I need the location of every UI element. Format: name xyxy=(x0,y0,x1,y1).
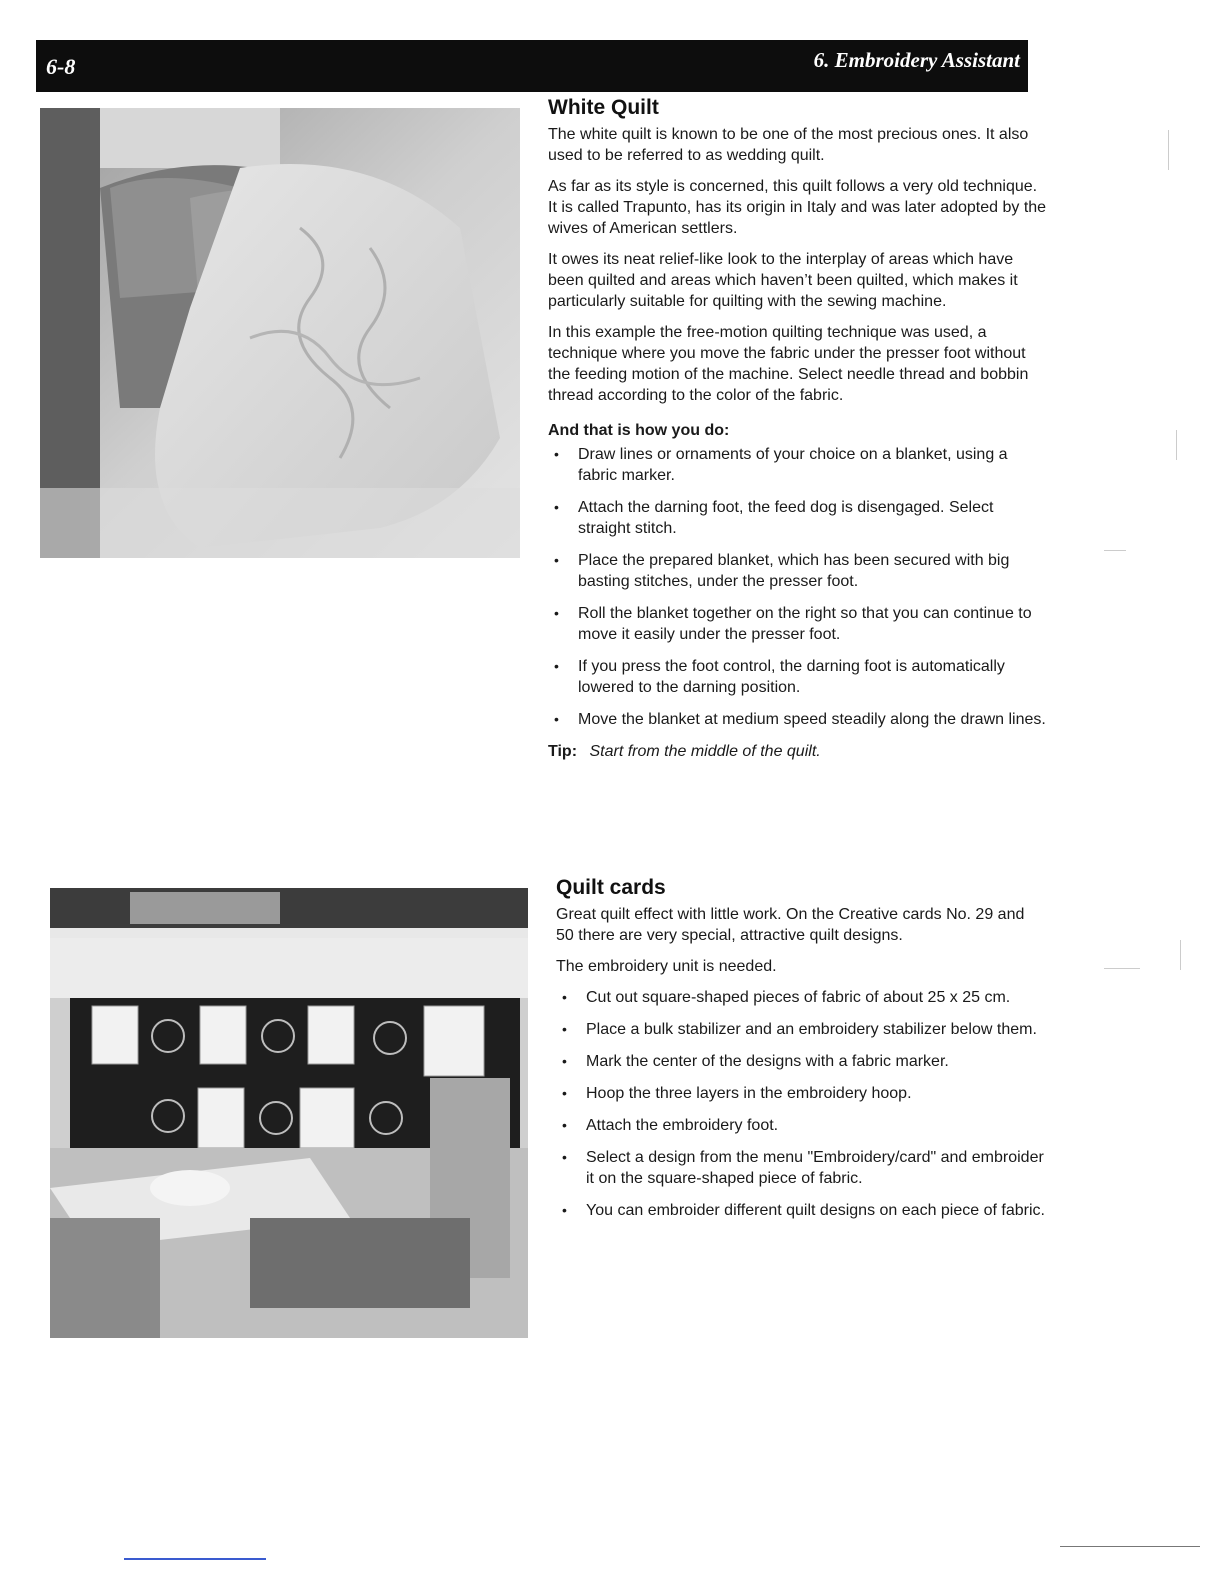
step-item: • If you press the foot control, the darning foot is automatically lowered to the darning position. xyxy=(548,656,1048,698)
step-item: • Hoop the three layers in the embroidery hoop. xyxy=(556,1083,1046,1104)
chapter-title: 6. Embroidery Assistant xyxy=(813,48,1020,72)
white-quilt-section xyxy=(548,96,1048,762)
white-quilt-paragraph: In this example the free-motion quilting technique was used, a technique where you move the fabric under the presser foot without the feeding motion of the machine. Select needle thread and bobbin thread according to the color of the fabric. xyxy=(548,324,1029,404)
white-quilt-steps xyxy=(548,444,1048,730)
step-item: • Move the blanket at medium speed steadily along the drawn lines. xyxy=(548,709,1048,730)
scan-mark xyxy=(1104,550,1126,551)
step-item: • Mark the center of the designs with a fabric marker. xyxy=(556,1051,1046,1072)
page-number: 6-8 xyxy=(46,54,76,79)
step-item: • Select a design from the menu "Embroidery/card" and embroider it on the square-shaped piece of fabric. xyxy=(556,1147,1046,1189)
step-item: • You can embroider different quilt designs on each piece of fabric. xyxy=(556,1200,1046,1221)
quilt-cards-paragraph: The embroidery unit is needed. xyxy=(556,958,777,975)
white-quilt-title: White Quilt xyxy=(548,96,659,119)
tip-text: Start from the middle of the quilt. xyxy=(589,743,821,760)
scan-mark xyxy=(1168,130,1169,170)
step-item: • Cut out square-shaped pieces of fabric of about 25 x 25 cm. xyxy=(556,987,1046,1008)
howto-heading: And that is how you do: xyxy=(548,422,730,439)
tip-label: Tip: xyxy=(548,743,578,760)
step-item: • Roll the blanket together on the right so that you can continue to move it easily under the presser foot. xyxy=(548,603,1048,645)
step-item: • Attach the embroidery foot. xyxy=(556,1115,1046,1136)
quilt-cards-paragraph: Great quilt effect with little work. On the Creative cards No. 29 and 50 there are very special, attractive quilt designs. xyxy=(556,906,1025,944)
tip xyxy=(548,741,1048,762)
white-quilt-paragraph: The white quilt is known to be one of the most precious ones. It also used to be referred to as wedding quilt. xyxy=(548,126,1029,164)
page-header-bar xyxy=(36,40,1028,92)
quilt-cards-section xyxy=(556,876,1046,1232)
scan-mark xyxy=(1176,430,1177,460)
step-item: • Draw lines or ornaments of your choice on a blanket, using a fabric marker. xyxy=(548,444,1048,486)
quilt-cards-photo xyxy=(50,888,528,1338)
white-quilt-paragraph: It owes its neat relief-like look to the interplay of areas which have been quilted and areas which haven’t been quilted, which makes it particularly suitable for quilting with the sewing machine. xyxy=(548,251,1018,310)
scan-mark xyxy=(1180,940,1181,970)
white-quilt-paragraph: As far as its style is concerned, this quilt follows a very old technique. It is called Trapunto, has its origin in Italy and was later adopted by the wives of American settlers. xyxy=(548,178,1047,237)
quilt-cards-steps xyxy=(556,987,1046,1221)
bottom-rule xyxy=(124,1558,266,1560)
step-item: • Place the prepared blanket, which has been secured with big basting stitches, under the presser foot. xyxy=(548,550,1048,592)
step-item: • Attach the darning foot, the feed dog is disengaged. Select straight stitch. xyxy=(548,497,1048,539)
white-quilt-photo xyxy=(40,108,520,558)
quilt-cards-title: Quilt cards xyxy=(556,876,666,899)
bottom-rule xyxy=(1060,1546,1200,1547)
scan-mark xyxy=(1104,968,1140,969)
step-item: • Place a bulk stabilizer and an embroidery stabilizer below them. xyxy=(556,1019,1046,1040)
